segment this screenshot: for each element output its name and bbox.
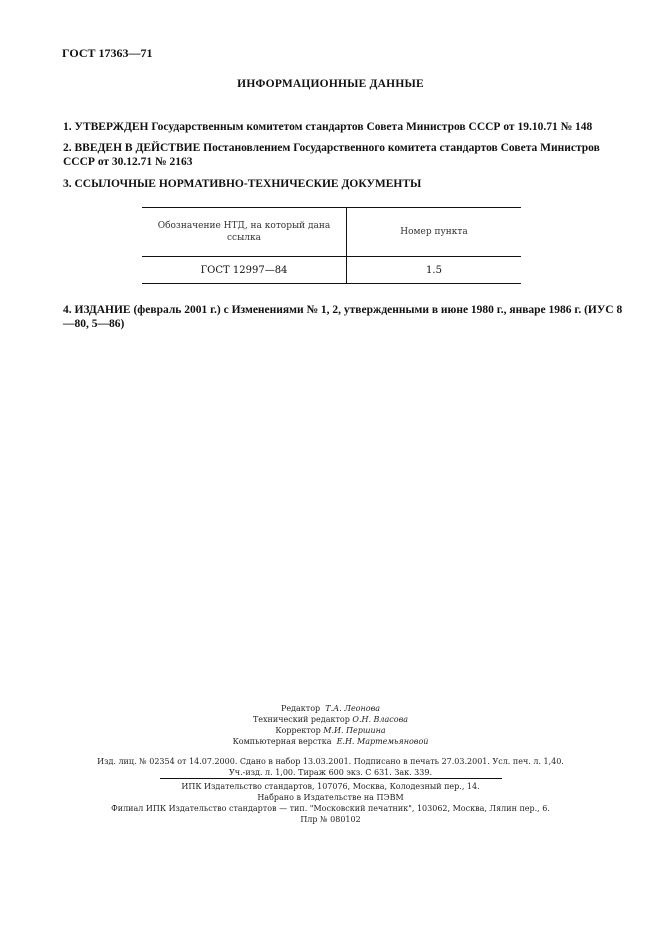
- info-item-1: [63, 120, 623, 134]
- item-text: Государственным комитетом стандартов Совета Министров СССР от 19.10.71 № 148: [148, 121, 593, 133]
- reference-table-wrap: [142, 207, 521, 284]
- item-text: (февраль 2001 г.) с Изменениями № 1, 2, утвержденными в июне 1980 г., январе 1986 г. (ИУС 8—80, 5—86): [63, 304, 623, 330]
- section-title: ИНФОРМАЦИОННЫЕ ДАННЫЕ: [237, 78, 424, 90]
- table-header-row: [142, 208, 521, 257]
- item-number: 4.: [63, 304, 72, 316]
- credit-role: Технический редактор: [252, 715, 350, 724]
- item-text: Постановлением Государственного комитета стандартов Совета Министров СССР от 30.12.71 № 2163: [63, 142, 600, 168]
- credit-line: [0, 703, 661, 714]
- credit-name: Е.Н. Мартемьяновой: [336, 737, 429, 746]
- table-header-cell: Обозначение НТД, на который дана ссылка: [142, 208, 347, 257]
- credit-role: Корректор: [275, 726, 321, 735]
- credits-block: [0, 703, 661, 747]
- printing-line: ИПК Издательство стандартов, 107076, Москва, Колодезный пер., 14.: [181, 782, 480, 791]
- credit-line: [0, 714, 661, 725]
- publication-info: [0, 756, 661, 778]
- info-item-4: [63, 303, 623, 331]
- publication-line: Изд. лиц. № 02354 от 14.07.2000. Сдано в набор 13.03.2001. Подписано в печать 27.03.2001. Усл. печ. л. 1,40.: [97, 757, 564, 766]
- info-item-3: [63, 177, 623, 191]
- item-lead: ВВЕДЕН В ДЕЙСТВИЕ: [74, 142, 201, 154]
- printing-line: Набрано в Издательстве на ПЭВМ: [257, 793, 404, 802]
- table-header-cell: Номер пункта: [347, 208, 522, 257]
- credit-line: [0, 725, 661, 736]
- credit-name: О.Н. Власова: [352, 715, 409, 724]
- printing-line: Филиал ИПК Издательство стандартов — тип. "Московский печатник", 103062, Москва, Лялин пер., 6.: [111, 804, 550, 813]
- printing-line: Плр № 080102: [300, 815, 361, 824]
- credit-role: Редактор: [280, 704, 321, 713]
- table-cell: ГОСТ 12997—84: [142, 257, 347, 284]
- credit-role: Компьютерная верстка: [232, 737, 332, 746]
- credit-name: М.И. Першина: [323, 726, 386, 735]
- table-row: [142, 257, 521, 284]
- document-header: ГОСТ 17363—71: [62, 46, 153, 60]
- item-lead: ИЗДАНИЕ: [74, 304, 131, 316]
- divider: [160, 778, 502, 779]
- reference-table: [142, 207, 521, 284]
- item-lead: УТВЕРЖДЕН: [74, 121, 149, 133]
- credit-name: Т.А. Леонова: [325, 704, 381, 713]
- item-number: 3.: [63, 178, 72, 190]
- table-cell: 1.5: [347, 257, 522, 284]
- info-item-2: [63, 141, 623, 169]
- item-lead: ССЫЛОЧНЫЕ НОРМАТИВНО-ТЕХНИЧЕСКИЕ ДОКУМЕНТЫ: [74, 178, 422, 190]
- item-number: 1.: [63, 121, 72, 133]
- item-number: 2.: [63, 142, 72, 154]
- publication-line: Уч.-изд. л. 1,00. Тираж 600 экз. С 631. Зак. 339.: [229, 768, 432, 777]
- printing-info: [0, 781, 661, 825]
- credit-line: [0, 736, 661, 747]
